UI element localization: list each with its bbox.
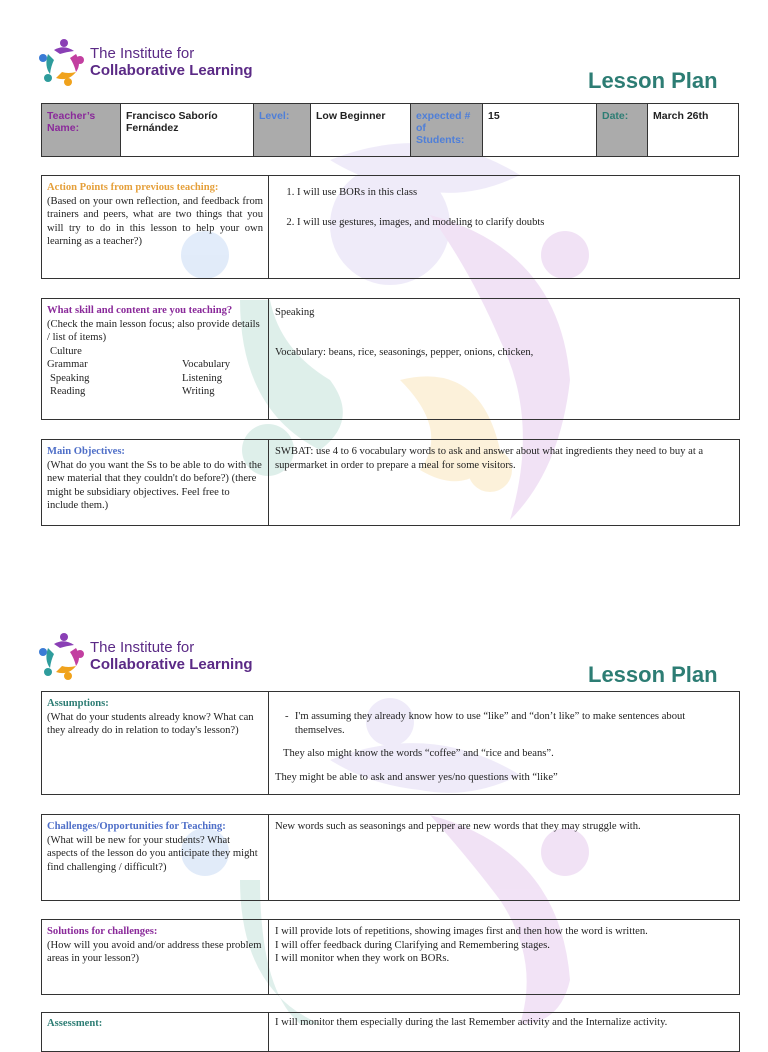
solutions-section [41, 919, 740, 995]
challenges-desc: (What will be new for your students? What aspects of the lesson do you anticipate they might find challenging / difficult?) [47, 834, 258, 873]
assessment-section [41, 1012, 740, 1052]
level-label: Level: [254, 104, 311, 157]
skill-option: Vocabulary [182, 359, 231, 370]
skill-option [182, 345, 262, 359]
skill-option: Speaking [50, 372, 90, 384]
objectives-title: Main Objectives: [47, 446, 125, 457]
objectives-desc: (What do you want the Ss to be able to do with the new material that they couldn't do before?) (there might be subsidiary objectives. Feel free to include them.) [47, 459, 262, 511]
date-value: March 26th [648, 104, 739, 157]
skill-option: Culture [50, 345, 82, 357]
skill-option: Writing [182, 386, 215, 397]
assumptions-line-2: They also might know the words “coffee” and “rice and beans”. [283, 748, 554, 759]
action-points-title: Action Points from previous teaching: [47, 182, 219, 193]
objectives-answer: SWBAT: use 4 to 6 vocabulary words to ask and answer about what ingredients they need to buy at a supermarket in order to prepare a meal for some visitors. [275, 446, 704, 471]
institute-logo-icon [36, 632, 84, 680]
assumptions-line-3: They might be able to ask and answer yes/no questions with “like” [275, 771, 558, 783]
institute-logo-icon [36, 38, 84, 86]
skill-answer-vocabulary: Vocabulary: beans, rice, seasonings, pepper, onions, chicken, [275, 346, 534, 358]
level-value: Low Beginner [311, 104, 411, 157]
logo-line-1: The Institute for [90, 639, 195, 656]
assumptions-title: Assumptions: [47, 698, 109, 709]
institute-logo [36, 632, 253, 680]
students-value: 15 [483, 104, 597, 157]
skill-title: What skill and content are you teaching? [47, 305, 233, 316]
page-title: Lesson Plan [588, 662, 718, 687]
solutions-line: I will offer feedback during Clarifying and Remembering stages. [275, 939, 550, 951]
assessment-answer: I will monitor them especially during the last Remember activity and the Internalize activity. [275, 1017, 668, 1028]
skill-option: Listening [182, 372, 223, 384]
action-point-item: 2. I will use gestures, images, and modeling to clarify doubts [297, 216, 733, 230]
page-title: Lesson Plan [588, 68, 718, 93]
action-point-item: 1. I will use BORs in this class [297, 186, 733, 200]
objectives-section [41, 439, 740, 526]
skill-option: Reading [50, 386, 86, 397]
solutions-desc: (How will you avoid and/or address these problem areas in your lesson?) [47, 939, 262, 964]
institute-logo [36, 38, 253, 86]
action-points-section [41, 175, 740, 279]
challenges-section [41, 814, 740, 901]
skill-options [47, 345, 263, 399]
bullet-dash: - [285, 711, 289, 722]
action-points-list [275, 186, 733, 229]
solutions-title: Solutions for challenges: [47, 926, 158, 937]
challenges-title: Challenges/Opportunities for Teaching: [47, 821, 226, 832]
assumptions-line-1: I'm assuming they already know how to use “like” and “don’t like” to make sentences about themselves. [294, 711, 686, 736]
solutions-line: I will provide lots of repetitions, showing images first and then how the word is written. [275, 926, 648, 937]
teacher-label: Teacher’s Name: [42, 104, 121, 157]
students-label: expected # of Students: [411, 104, 483, 157]
action-points-desc: (Based on your own reflection, and feedback from trainers and peers, what are two things that you will try to do in this lesson to help your own learning as a teacher?) [47, 195, 263, 247]
assessment-title: Assessment: [47, 1018, 103, 1029]
skill-answer-skill: Speaking [275, 307, 315, 318]
assumptions-desc: (What do your students already know? What can they already do in relation to today's lesson?) [47, 711, 254, 736]
solutions-line: I will monitor when they work on BORs. [275, 953, 450, 964]
logo-line-2: Collaborative Learning [90, 656, 253, 673]
logo-line-2: Collaborative Learning [90, 62, 253, 79]
assumptions-section [41, 691, 740, 795]
skill-desc: (Check the main lesson focus; also provide details / list of items) [47, 318, 260, 343]
skill-section [41, 298, 740, 420]
date-label: Date: [597, 104, 648, 157]
header-table [41, 103, 739, 157]
skill-option: Grammar [47, 359, 88, 370]
logo-line-1: The Institute for [90, 45, 195, 62]
challenges-answer: New words such as seasonings and pepper are new words that they may struggle with. [275, 821, 641, 832]
teacher-value: Francisco Saborío Fernández [121, 104, 254, 157]
